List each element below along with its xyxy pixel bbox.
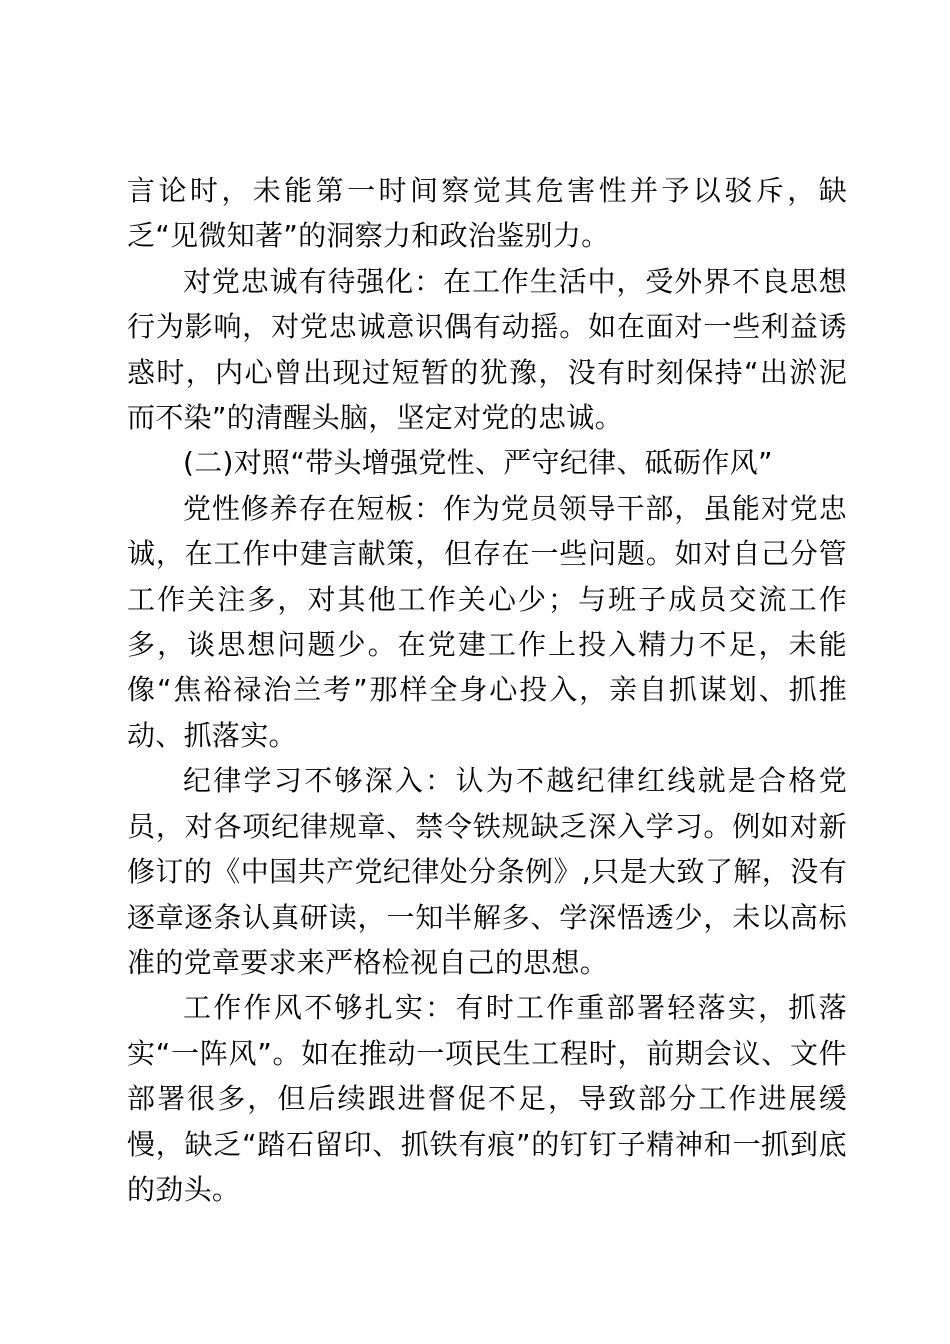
paragraph-party-loyalty: 对党忠诚有待强化：在工作生活中，受外界不良思想行为影响，对党忠诚意识偶有动摇。如在面对一些利益诱惑时，内心曾出现过短暂的犹豫，没有时刻保持“出淤泥而不染”的清醒头脑，坚定对党的忠诚。 (127, 264, 847, 435)
paragraph-party-cultivation: 党性修养存在短板：作为党员领导干部，虽能对党忠诚，在工作中建言献策，但存在一些问题。如对自己分管工作关注多，对其他工作关心少；与班子成员交流工作多，谈思想问题少。在党建工作上投入精力不足，未能像“焦裕禄治兰考”那样全身心投入，亲自抓谋划、抓推动、抓落实。 (127, 491, 847, 752)
document-body (127, 168, 847, 1212)
paragraph-continuation: 言论时，未能第一时间察觉其危害性并予以驳斥，缺乏“见微知著”的洞察力和政治鉴别力。 (127, 174, 847, 253)
section-heading: (二)对照“带头增强党性、严守纪律、砥砺作风” (183, 446, 773, 480)
paragraph-discipline-study: 纪律学习不够深入：认为不越纪律红线就是合格党员，对各项纪律规章、禁令铁规缺乏深入学习。例如对新修订的《中国共产党纪律处分条例》,只是大致了解，没有逐章逐条认真研读，一知半解多、学深悟透少，未以高标准的党章要求来严格检视自己的思想。 (127, 764, 847, 979)
paragraph-work-style: 工作作风不够扎实：有时工作重部署轻落实，抓落实“一阵风”。如在推动一项民生工程时，前期会议、文件部署很多，但后续跟进督促不足，导致部分工作进展缓慢，缺乏“踏石留印、抓铁有痕”的钉钉子精神和一抓到底的劲头。 (127, 991, 847, 1206)
